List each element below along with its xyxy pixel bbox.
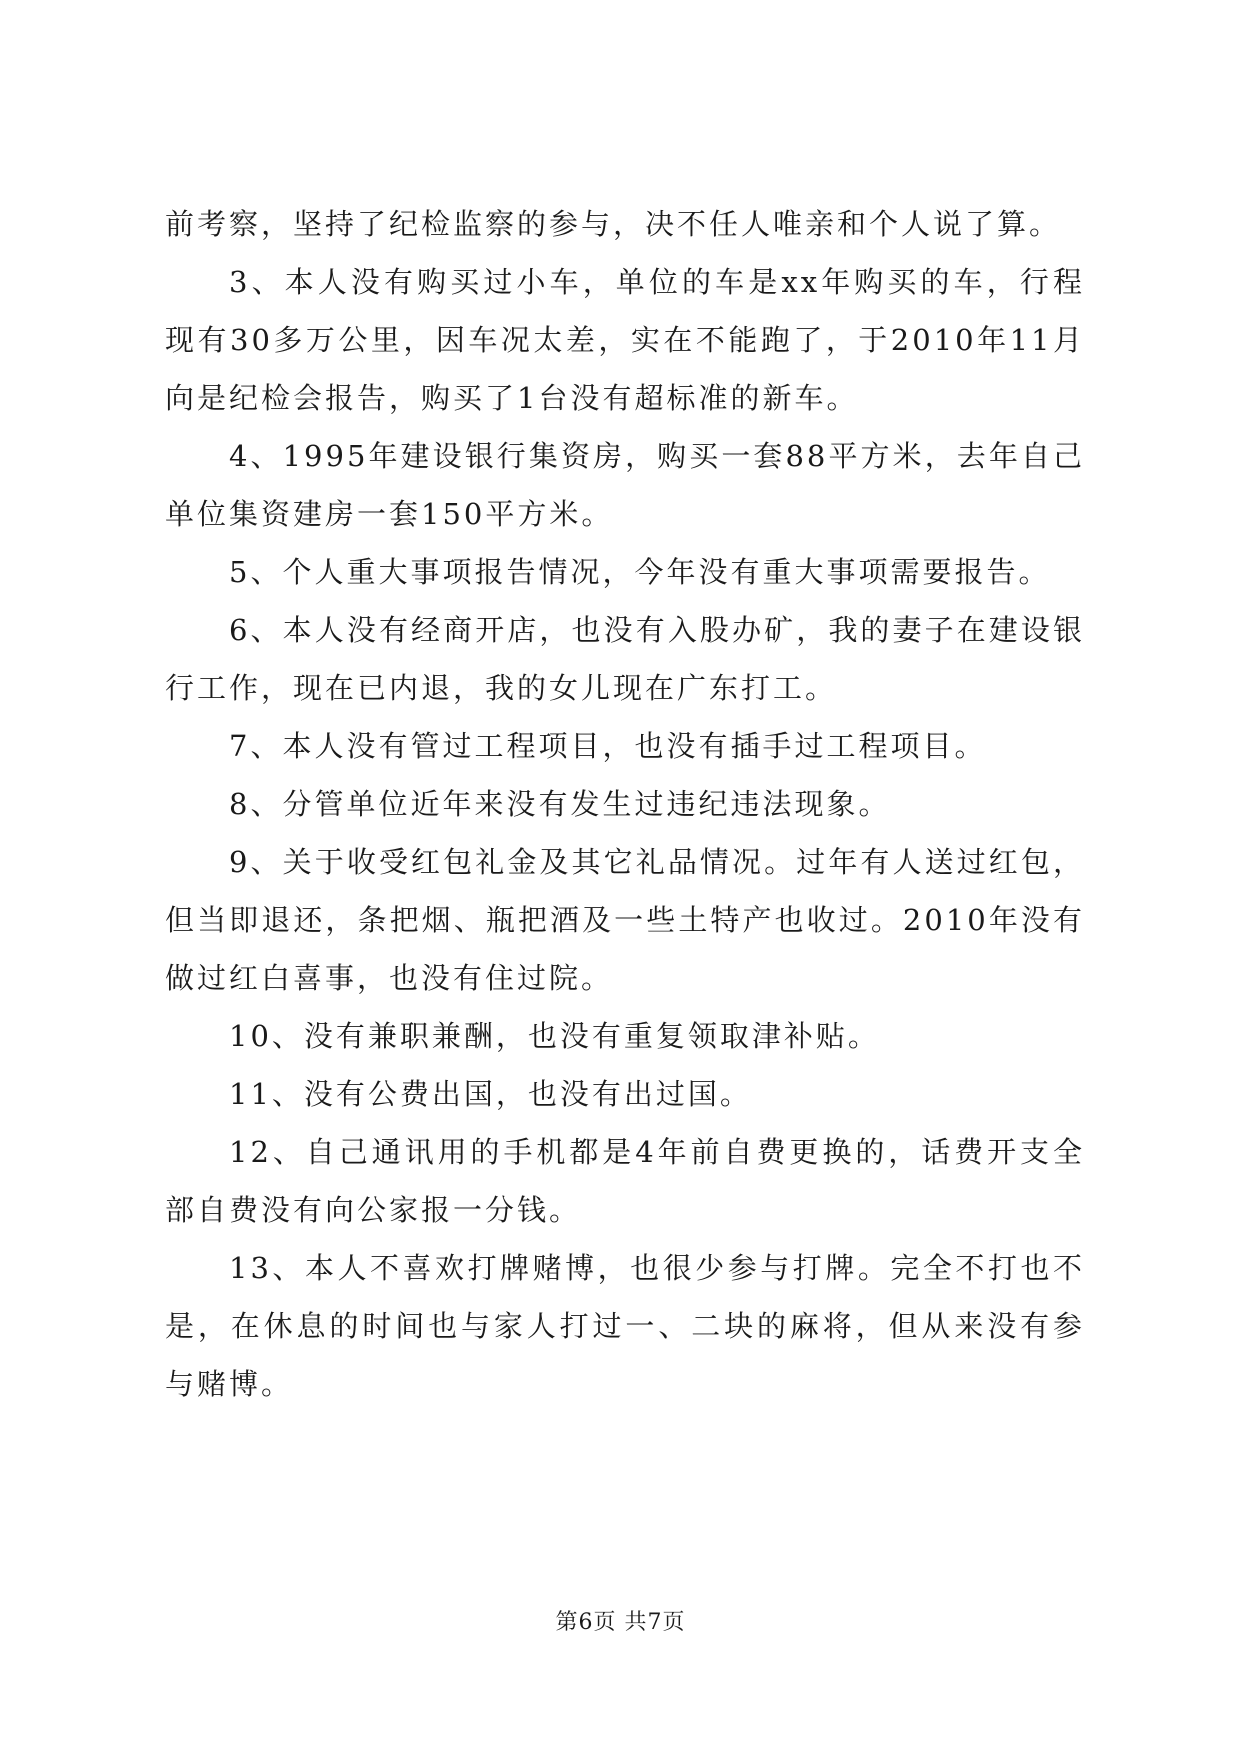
paragraph-item-9: 9、关于收受红包礼金及其它礼品情况。过年有人送过红包，但当即退还，条把烟、瓶把酒及一些土特产也收过。2010年没有做过红白喜事，也没有住过院。 — [165, 845, 1085, 995]
paragraph-item-6: 6、本人没有经商开店，也没有入股办矿，我的妻子在建设银行工作，现在已内退，我的女儿现在广东打工。 — [165, 613, 1085, 705]
paragraph-item-13: 13、本人不喜欢打牌赌博，也很少参与打牌。完全不打也不是，在休息的时间也与家人打过一、二块的麻将，但从来没有参与赌博。 — [165, 1251, 1085, 1401]
paragraph-item-7: 7、本人没有管过工程项目，也没有插手过工程项目。 — [229, 729, 987, 763]
paragraph-item-8: 8、分管单位近年来没有发生过违纪违法现象。 — [229, 787, 891, 821]
paragraph-item-10: 10、没有兼职兼酬，也没有重复领取津补贴。 — [229, 1019, 880, 1053]
paragraph-item-5: 5、个人重大事项报告情况，今年没有重大事项需要报告。 — [229, 555, 1051, 589]
paragraph-continuation: 前考察，坚持了纪检监察的参与，决不任人唯亲和个人说了算。 — [165, 207, 1062, 241]
page-footer: 第6页 共7页 — [555, 1610, 686, 1635]
paragraph-item-3: 3、本人没有购买过小车，单位的车是xx年购买的车，行程现有30多万公里，因车况太差，实在不能跑了，于2010年11月向是纪检会报告，购买了1台没有超标准的新车。 — [165, 265, 1085, 415]
paragraph-item-11: 11、没有公费出国，也没有出过国。 — [229, 1077, 752, 1111]
paragraph-item-4: 4、1995年建设银行集资房，购买一套88平方米，去年自己单位集资建房一套150平方米。 — [165, 439, 1085, 531]
paragraph-item-12: 12、自己通讯用的手机都是4年前自费更换的，话费开支全部自费没有向公家报一分钱。 — [165, 1135, 1085, 1227]
document-body — [165, 195, 1085, 1413]
